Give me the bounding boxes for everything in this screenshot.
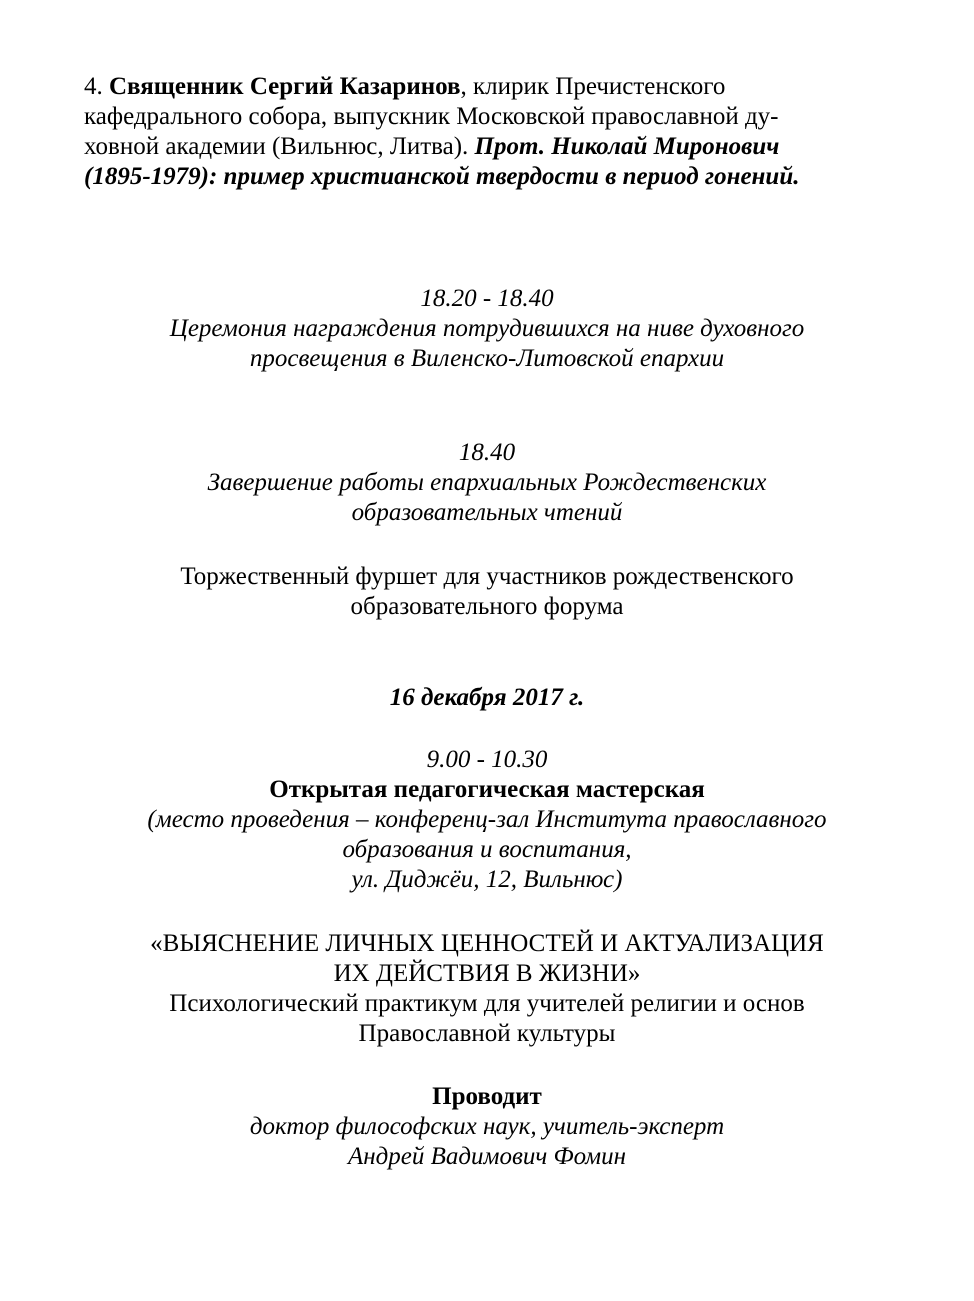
practicum-title-1: «ВЫЯСНЕНИЕ ЛИЧНЫХ ЦЕННОСТЕЙ И АКТУАЛИЗАЦИЯ xyxy=(150,930,824,957)
item4-line-2: кафедрального собора, выпускник Московской православной ду- xyxy=(84,103,779,130)
closing-session xyxy=(0,438,974,528)
talk-title-1: Прот. Николай Миронович xyxy=(474,133,780,160)
buffet-line-2: образовательного форума xyxy=(350,593,624,620)
awards-line-1: Церемония награждения потрудившихся на ниве духовного xyxy=(169,315,805,342)
workshop-venue-1: (место проведения – конференц-зал Института православного xyxy=(147,806,827,833)
workshop-title: Открытая педагогическая мастерская xyxy=(269,776,705,803)
practicum-desc-2: Православной культуры xyxy=(358,1020,616,1047)
awards-time: 18.20 - 18.40 xyxy=(420,285,554,312)
day-heading xyxy=(0,683,974,713)
talk-title-2: (1895-1979): пример христианской твердости в период гонений. xyxy=(84,163,800,190)
speaker-name: Священник Сергий Казаринов xyxy=(109,73,461,100)
awards-ceremony xyxy=(0,284,974,374)
workshop-venue-2: образования и воспитания, xyxy=(342,836,632,863)
program-item-4 xyxy=(84,72,908,192)
closing-line-1: Завершение работы епархиальных Рождественских xyxy=(207,469,767,496)
pedagogical-workshop xyxy=(0,745,974,895)
host-credentials: доктор философских наук, учитель-эксперт xyxy=(249,1113,725,1140)
speaker-affiliation-1: , клирик Пречистенского xyxy=(460,73,726,100)
speaker-affiliation-3: ховной академии (Вильнюс, Литва). xyxy=(84,133,469,160)
host-heading: Проводит xyxy=(432,1083,542,1110)
item4-line-1 xyxy=(84,72,908,102)
psychology-practicum xyxy=(0,929,974,1049)
workshop-time: 9.00 - 10.30 xyxy=(426,746,548,773)
awards-line-2: просвещения в Виленско-Литовской епархии xyxy=(249,345,725,372)
item4-line-3 xyxy=(84,132,908,162)
day-date: 16 декабря 2017 г. xyxy=(389,684,585,711)
workshop-host xyxy=(0,1082,974,1172)
workshop-venue-3: ул. Диджёи, 12, Вильнюс) xyxy=(351,866,623,893)
item-number: 4. xyxy=(84,73,103,100)
closing-line-2: образовательных чтений xyxy=(351,499,623,526)
closing-time: 18.40 xyxy=(458,439,516,466)
buffet xyxy=(0,562,974,622)
practicum-desc-1: Психологический практикум для учителей религии и основ xyxy=(169,990,805,1017)
host-name: Андрей Вадимович Фомин xyxy=(347,1143,627,1170)
practicum-title-2: ИХ ДЕЙСТВИЯ В ЖИЗНИ» xyxy=(333,960,641,987)
buffet-line-1: Торжественный фуршет для участников рождественского xyxy=(180,563,794,590)
